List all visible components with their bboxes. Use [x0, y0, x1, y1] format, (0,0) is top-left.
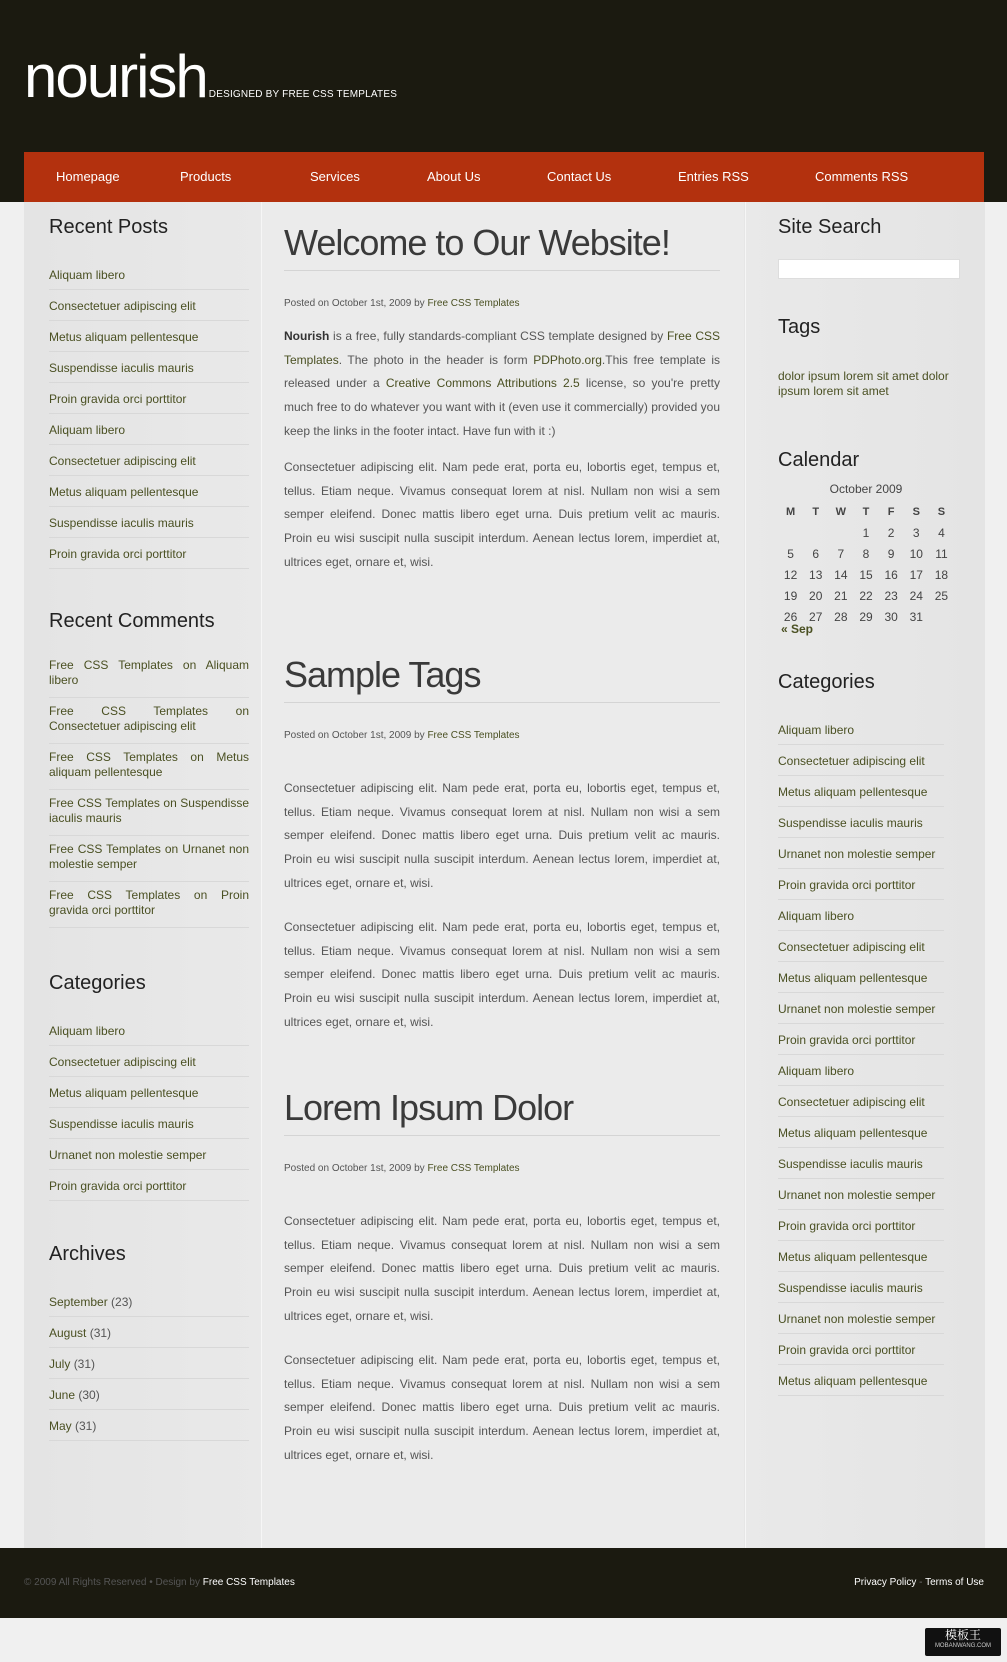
recent-comment-item[interactable]: Free CSS Templates on Proin gravida orci porttitor [49, 882, 249, 928]
list-item [778, 713, 944, 745]
calendar-day: 9 [887, 546, 895, 561]
calendar-day: 12 [783, 567, 798, 582]
copyright-text: © 2009 All Rights Reserved • Design by [24, 1577, 200, 1588]
calendar-day: 5 [787, 546, 794, 561]
category-link[interactable]: Metus aliquam pellentesque [778, 1374, 928, 1388]
post-paragraph: Consectetuer adipiscing elit. Nam pede erat, porta eu, lobortis eget, tempus et, tellus. Etiam neque. Vivamus consequat lorem at nisl. Nullam non wisi a sem semper eleifend. Donec mattis libero eget urna. Duis pretium velit ac mauris. Proin eu wisi suscipit nulla suscipit interdum. Aenean lectus lorem, imperdiet at, ultrices eget, ornare et, wisi. [284, 781, 720, 890]
category-link[interactable]: Urnanet non molestie semper [778, 847, 936, 861]
list-item [778, 745, 944, 776]
category-link[interactable]: Proin gravida orci porttitor [778, 1219, 916, 1233]
archive-item [49, 1317, 249, 1348]
calendar-day: 22 [859, 588, 873, 603]
left-categories-list [49, 1014, 249, 1201]
list-item [49, 414, 249, 445]
terms-of-use-link[interactable]: Terms of Use [925, 1577, 984, 1588]
footer-design-link[interactable]: Free CSS Templates [202, 1577, 295, 1588]
calendar-day: 8 [862, 546, 870, 561]
post-author-link[interactable]: Free CSS Templates [427, 1163, 520, 1174]
post-author-link[interactable]: Free CSS Templates [427, 298, 520, 309]
calendar-day: 16 [884, 567, 898, 582]
recent-posts-list [49, 258, 249, 569]
category-link[interactable]: Suspendisse iaculis mauris [778, 1157, 923, 1171]
archive-count: (31) [73, 1357, 96, 1371]
recent-post-link[interactable]: Metus aliquam pellentesque [49, 330, 199, 344]
calendar-day: 4 [938, 525, 945, 540]
post-meta [284, 298, 520, 309]
creative-commons-link[interactable]: Creative Commons Attributions 2.5 [385, 376, 580, 391]
calendar-day: 1 [862, 525, 870, 540]
list-item [778, 1086, 944, 1117]
category-link[interactable]: Proin gravida orci porttitor [49, 1179, 187, 1193]
list-item [49, 1077, 249, 1108]
list-item [49, 476, 249, 507]
calendar-day: 7 [837, 546, 845, 561]
archive-month-link[interactable]: May [49, 1419, 72, 1433]
post-intro [284, 325, 720, 444]
category-link[interactable]: Suspendisse iaculis mauris [778, 816, 923, 830]
calendar-day [778, 522, 803, 543]
left-categories-title: Categories [49, 972, 146, 994]
category-link[interactable]: Metus aliquam pellentesque [49, 1086, 199, 1100]
archive-count: (23) [111, 1295, 133, 1309]
calendar-day: 25 [934, 588, 949, 603]
post-paragraph: Consectetuer adipiscing elit. Nam pede erat, porta eu, lobortis eget, tempus et, tellus. Etiam neque. Vivamus consequat lorem at nisl. Nullam non wisi a sem semper eleifend. Donec mattis libero eget urna. Duis pretium velit ac mauris. Proin eu wisi suscipit nulla suscipit interdum. Aenean lectus lorem, imperdiet at, ultrices eget, ornare et, wisi. [284, 1214, 720, 1323]
calendar-weekday: F [887, 505, 895, 518]
intro-text: is a free, fully standards-compliant CSS template designed by [329, 329, 667, 343]
calendar-day: 10 [909, 546, 923, 561]
calendar-day: 20 [809, 588, 823, 603]
list-item [778, 807, 944, 838]
site-header [0, 0, 1007, 202]
intro-text: .This free template is released under a [284, 352, 721, 391]
list-item [49, 290, 249, 321]
right-categories-title: Categories [778, 671, 875, 693]
list-item [49, 1170, 249, 1201]
calendar-day: 30 [884, 609, 898, 624]
recent-comment-item[interactable]: Free CSS Templates on Urnanet non molestie semper [49, 836, 249, 882]
recent-comments-list [49, 656, 249, 928]
calendar-week [778, 522, 954, 543]
menu-item-homepage[interactable]: Homepage [56, 169, 120, 184]
calendar-day: 14 [834, 567, 848, 582]
calendar-day: 26 [783, 609, 798, 624]
main-content [262, 202, 744, 1548]
calendar-title: Calendar [778, 449, 860, 471]
calendar-weekday: T [862, 505, 870, 518]
recent-comment-item[interactable]: Free CSS Templates on Suspendisse iaculis mauris [49, 790, 249, 836]
privacy-policy-link[interactable]: Privacy Policy [854, 1577, 917, 1588]
calendar-day: 24 [909, 588, 923, 603]
calendar-week [778, 564, 954, 585]
calendar-day [828, 522, 853, 543]
archive-month-link[interactable]: June [49, 1388, 76, 1402]
footer-separator: - [919, 1577, 923, 1588]
list-item [778, 962, 944, 993]
calendar-day: 18 [934, 567, 949, 582]
archive-month-link[interactable]: July [49, 1357, 71, 1371]
list-item [778, 1334, 944, 1365]
list-item [778, 1241, 944, 1272]
recent-post-link[interactable]: Consectetuer adipiscing elit [49, 299, 196, 313]
calendar-weekday: S [937, 505, 946, 518]
recent-comments-title: Recent Comments [49, 610, 215, 632]
post-meta [284, 1163, 520, 1174]
archives-list [49, 1285, 249, 1441]
list-item [778, 900, 944, 931]
calendar-caption: October 2009 [829, 482, 903, 496]
recent-comment-item[interactable]: Free CSS Templates on Aliquam libero [49, 656, 249, 698]
calendar-week [778, 543, 954, 564]
category-link[interactable]: Proin gravida orci porttitor [778, 1033, 916, 1047]
category-link[interactable]: Urnanet non molestie semper [778, 1188, 936, 1202]
list-item [778, 869, 944, 900]
logo-title[interactable]: nourish [24, 43, 207, 110]
category-link[interactable]: Aliquam libero [778, 723, 855, 737]
list-item [49, 352, 249, 383]
recent-post-link[interactable]: Aliquam libero [49, 423, 126, 437]
list-item [49, 1139, 249, 1170]
calendar-weekday: M [785, 505, 796, 518]
post-meta-text: Posted on October 1st, 2009 by [284, 730, 425, 741]
calendar-weekday: S [912, 505, 920, 518]
archive-count: (31) [89, 1326, 112, 1340]
calendar-day [929, 606, 954, 627]
post-meta-text: Posted on October 1st, 2009 by [284, 1163, 425, 1174]
calendar-day: 31 [909, 609, 923, 624]
menu-item-about-us[interactable]: About Us [427, 169, 481, 184]
page-wrapper [24, 202, 984, 1548]
category-link[interactable]: Suspendisse iaculis mauris [778, 1281, 923, 1295]
recent-post-link[interactable]: Proin gravida orci porttitor [49, 392, 187, 406]
calendar-day: 6 [812, 546, 820, 561]
menu-item-entries-rss[interactable]: Entries RSS [678, 169, 749, 184]
archive-month-link[interactable]: August [49, 1326, 87, 1340]
recent-post-link[interactable]: Metus aliquam pellentesque [49, 485, 199, 499]
list-item [49, 538, 249, 569]
category-link[interactable]: Aliquam libero [49, 1024, 126, 1038]
recent-post-link[interactable]: Aliquam libero [49, 268, 126, 282]
post-author-link[interactable]: Free CSS Templates [427, 730, 520, 741]
calendar-weekday: W [835, 505, 847, 518]
calendar-day: 2 [887, 525, 895, 540]
calendar-prev-month-link[interactable]: « Sep [781, 622, 814, 636]
category-link[interactable]: Suspendisse iaculis mauris [49, 1117, 194, 1131]
footer-copyright [24, 1577, 295, 1588]
archive-item [49, 1348, 249, 1379]
recent-comment-item[interactable]: Free CSS Templates on Metus aliquam pellentesque [49, 744, 249, 790]
list-item [49, 445, 249, 476]
category-link[interactable]: Proin gravida orci porttitor [778, 1343, 916, 1357]
recent-post-link[interactable]: Consectetuer adipiscing elit [49, 454, 196, 468]
archive-item [49, 1285, 249, 1317]
watermark-url: MOBANWANG.COM [934, 1643, 992, 1649]
footer-links [854, 1577, 984, 1588]
archive-count: (31) [75, 1419, 97, 1433]
category-link[interactable]: Urnanet non molestie semper [49, 1148, 207, 1162]
pdphoto-link[interactable]: PDPhoto.org [533, 352, 602, 367]
list-item [49, 507, 249, 538]
calendar-day: 21 [834, 588, 848, 603]
calendar-day: 27 [809, 609, 823, 624]
calendar-day: 15 [859, 567, 873, 582]
category-link[interactable]: Aliquam libero [778, 909, 855, 923]
list-item [49, 258, 249, 290]
free-css-templates-link[interactable]: Free CSS Templates [284, 329, 720, 367]
search-input[interactable] [778, 259, 960, 279]
menu-item-comments-rss[interactable]: Comments RSS [815, 169, 909, 184]
logo[interactable] [24, 42, 397, 111]
post-paragraph: Consectetuer adipiscing elit. Nam pede erat, porta eu, lobortis eget, tempus et, tellus. Etiam neque. Vivamus consequat lorem at nisl. Nullam non wisi a sem semper eleifend. Donec mattis libero eget urna. Duis pretium velit ac mauris. Proin eu wisi suscipit nulla suscipit interdum. Aenean lectus lorem, imperdiet at, ultrices eget, ornare et, wisi. [284, 920, 720, 1029]
calendar-weekday-row [778, 501, 954, 522]
post-paragraph: Consectetuer adipiscing elit. Nam pede erat, porta eu, lobortis eget, tempus et, tellus. Etiam neque. Vivamus consequat lorem at nisl. Nullam non wisi a sem semper eleifend. Donec mattis libero eget urna. Duis pretium velit ac mauris. Proin eu wisi suscipit nulla suscipit interdum. Aenean lectus lorem, imperdiet at, ultrices eget, ornare et, wisi. [284, 460, 720, 569]
calendar-day: 28 [834, 609, 848, 624]
category-link[interactable]: Proin gravida orci porttitor [778, 878, 916, 892]
list-item [778, 1272, 944, 1303]
post-meta-text: Posted on October 1st, 2009 by [284, 298, 425, 309]
list-item [778, 1148, 944, 1179]
category-link[interactable]: Consectetuer adipiscing elit [778, 940, 925, 954]
category-link[interactable]: Metus aliquam pellentesque [778, 1250, 928, 1264]
list-item [778, 931, 944, 962]
category-link[interactable]: Consectetuer adipiscing elit [778, 754, 925, 768]
calendar-day: 19 [783, 588, 798, 603]
main-menu [24, 152, 984, 202]
intro-text: license, so you're pretty much free to do whatever you want with it (even use it commercially) provided you keep the links in the footer intact. Have fun with it :) [284, 376, 720, 438]
calendar-week [778, 585, 954, 606]
menu-item-products[interactable]: Products [180, 169, 232, 184]
list-item [778, 1117, 944, 1148]
tag-cloud[interactable]: dolor ipsum lorem sit amet dolor ipsum lorem sit amet [778, 369, 949, 398]
site-name-strong: Nourish [284, 329, 330, 343]
intro-text: . The photo in the header is form [338, 352, 534, 367]
list-item [49, 1046, 249, 1077]
menu-item-services[interactable]: Services [310, 169, 360, 184]
calendar-day: 11 [935, 546, 948, 561]
list-item [49, 1108, 249, 1139]
list-item [778, 838, 944, 869]
category-link[interactable]: Consectetuer adipiscing elit [778, 1095, 925, 1109]
watermark-text: 模板王 [944, 1628, 981, 1642]
calendar-body [778, 522, 954, 627]
category-link[interactable]: Metus aliquam pellentesque [778, 1126, 928, 1140]
calendar-day [803, 522, 828, 543]
site-footer [0, 1548, 1007, 1618]
right-sidebar [745, 202, 985, 1548]
list-item [49, 383, 249, 414]
recent-comment-item[interactable]: Free CSS Templates on Consectetuer adipiscing elit [49, 698, 249, 744]
category-link[interactable]: Urnanet non molestie semper [778, 1002, 936, 1016]
logo-tagline: DESIGNED BY FREE CSS TEMPLATES [208, 89, 398, 100]
archive-month-link[interactable]: September [49, 1295, 108, 1309]
list-item [778, 1210, 944, 1241]
archive-count: (30) [78, 1388, 100, 1402]
post-title[interactable]: Welcome to Our Website! [284, 222, 720, 271]
list-item [778, 1024, 944, 1055]
category-link[interactable]: Aliquam libero [778, 1064, 855, 1078]
list-item [778, 776, 944, 807]
recent-post-link[interactable]: Proin gravida orci porttitor [49, 547, 187, 561]
recent-posts-title: Recent Posts [49, 216, 168, 238]
menu-item-contact-us[interactable]: Contact Us [547, 169, 612, 184]
post-title[interactable]: Lorem Ipsum Dolor [284, 1087, 720, 1136]
post-title[interactable]: Sample Tags [284, 654, 720, 703]
left-sidebar [24, 202, 262, 1548]
list-item [49, 321, 249, 352]
calendar-day: 23 [884, 588, 898, 603]
recent-post-link[interactable]: Suspendisse iaculis mauris [49, 516, 194, 530]
right-categories-list [778, 713, 944, 1396]
tags-title: Tags [778, 316, 821, 338]
category-link[interactable]: Urnanet non molestie semper [778, 1312, 936, 1326]
calendar-weekday: T [812, 505, 820, 518]
recent-post-link[interactable]: Suspendisse iaculis mauris [49, 361, 194, 375]
site-search-title: Site Search [778, 216, 882, 238]
calendar-day: 29 [859, 609, 873, 624]
category-link[interactable]: Consectetuer adipiscing elit [49, 1055, 196, 1069]
watermark-logo [925, 1628, 1001, 1656]
list-item [778, 1179, 944, 1210]
list-item [778, 1365, 944, 1396]
post-meta [284, 730, 520, 741]
calendar-day: 13 [809, 567, 823, 582]
category-link[interactable]: Metus aliquam pellentesque [778, 971, 928, 985]
list-item [778, 1055, 944, 1086]
archive-item [49, 1379, 249, 1410]
post-paragraph: Consectetuer adipiscing elit. Nam pede erat, porta eu, lobortis eget, tempus et, tellus. Etiam neque. Vivamus consequat lorem at nisl. Nullam non wisi a sem semper eleifend. Donec mattis libero eget urna. Duis pretium velit ac mauris. Proin eu wisi suscipit nulla suscipit interdum. Aenean lectus lorem, imperdiet at, ultrices eget, ornare et, wisi. [284, 1353, 720, 1462]
list-item [778, 1303, 944, 1334]
calendar-day: 17 [909, 567, 923, 582]
archive-item [49, 1410, 249, 1441]
archives-title: Archives [49, 1243, 126, 1265]
calendar-day: 3 [912, 525, 920, 540]
category-link[interactable]: Metus aliquam pellentesque [778, 785, 928, 799]
calendar [778, 482, 954, 627]
list-item [49, 1014, 249, 1046]
list-item [778, 993, 944, 1024]
